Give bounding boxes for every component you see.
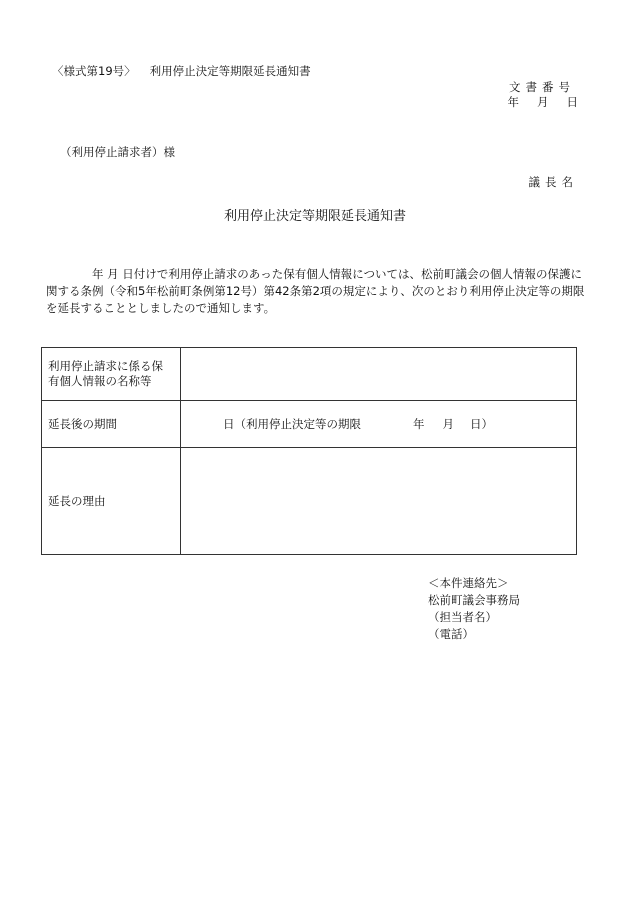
table-row <box>42 401 577 448</box>
document-title: 利用停止決定等期限延長通知書 <box>223 209 406 224</box>
row-label-extended-period: 延長後の期間 <box>42 401 181 448</box>
row-label-request-info: 利用停止請求に係る保有個人情報の名称等 <box>42 348 181 401</box>
contact-office: 松前町議会事務局 <box>428 593 520 607</box>
period-day-close: 日） <box>470 416 493 431</box>
period-deadline-label: （利用停止決定等の期限 <box>234 416 361 431</box>
row-label-reason: 延長の理由 <box>42 448 181 555</box>
sender-chair-name: 議長名 <box>528 175 578 189</box>
addressee: （利用停止請求者）様 <box>60 145 175 159</box>
form-header <box>52 63 311 80</box>
period-month: 月 <box>442 416 454 431</box>
date-month: 月 <box>537 95 549 109</box>
document-number-label: 文書番号 <box>509 80 575 94</box>
date-line <box>490 94 579 111</box>
table-row <box>42 448 577 555</box>
body-text: 年 月 日付けで利用停止請求のあった保有個人情報については、松前町議会の個人情報の保護に関する条例（令和5年松前町条例第12号）第42条第2項の規定により、次のとおり利用停止決定等の期限を延長することとしましたので通知します。 <box>46 267 585 315</box>
date-day: 日 <box>566 95 578 109</box>
contact-block <box>428 575 520 643</box>
contact-heading: ＜本件連絡先＞ <box>428 576 509 590</box>
form-name: 利用停止決定等期限延長通知書 <box>149 64 311 78</box>
date-year: 年 <box>507 95 519 109</box>
body-paragraph <box>46 266 586 317</box>
contact-person: （担当者名） <box>428 610 497 624</box>
period-day: 日 <box>223 416 235 431</box>
table-row <box>42 348 577 401</box>
row-value-extended-period <box>181 401 577 448</box>
row-value-reason <box>181 448 577 555</box>
details-table <box>41 347 577 555</box>
period-year: 年 <box>413 416 425 431</box>
contact-phone: （電話） <box>428 627 474 641</box>
row-value-request-info <box>181 348 577 401</box>
form-number: 〈様式第19号〉 <box>52 64 136 78</box>
